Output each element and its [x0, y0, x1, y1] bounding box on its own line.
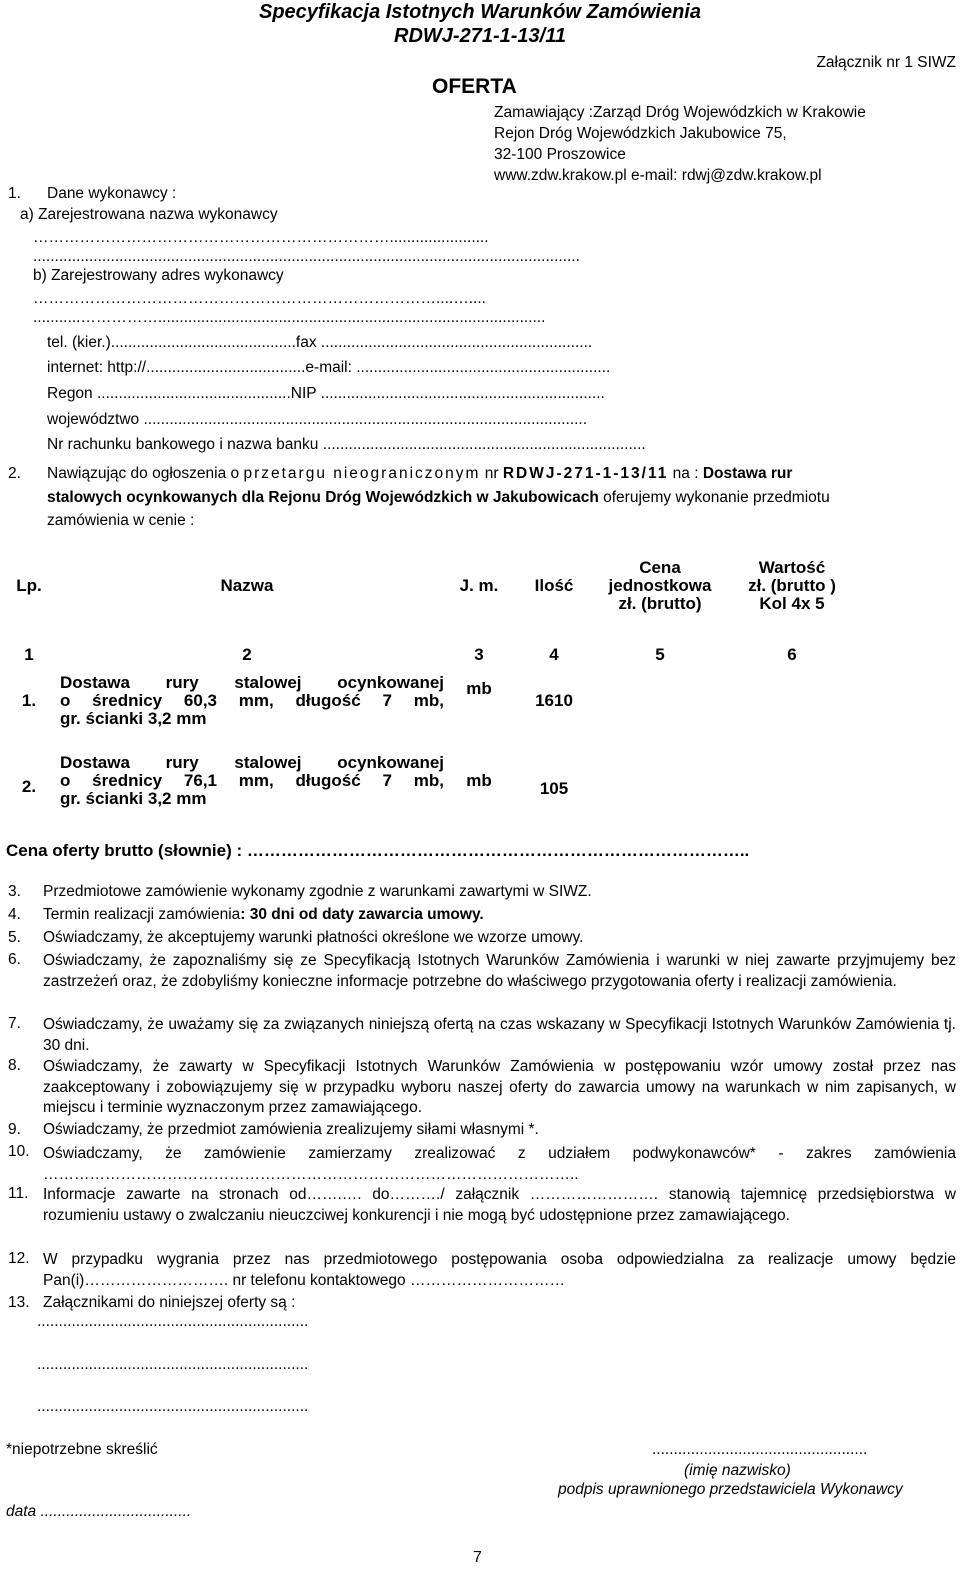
row1-name-3: gr. ścianki 3,2 mm [60, 709, 207, 728]
price-in-words[interactable]: Cena oferty brutto (słownie) : …………………………………………………………………………….. [6, 842, 750, 860]
header-value-2: zł. (brutto ) [748, 576, 836, 595]
page-number: 7 [473, 1549, 482, 1566]
item13-text: Załącznikami do niniejszej oferty są : [43, 1294, 296, 1311]
item5-num: 5. [8, 929, 21, 946]
item4-text [43, 906, 956, 924]
contractor-address-label: b) Zarejestrowany adres wykonawcy [33, 267, 284, 284]
item11-num: 11. [8, 1185, 29, 1202]
internet-email-field[interactable]: internet: http://.....................................e-mail: ........................................................... [47, 359, 611, 376]
item3-text: Przedmiotowe zamówienie wykonamy zgodnie z warunkami zawartymi w SIWZ. [43, 883, 592, 900]
signature-field[interactable]: .................................................. [652, 1441, 868, 1458]
bank-account-field[interactable]: Nr rachunku bankowego i nazwa banku ........................................................................... [47, 436, 646, 453]
row2-unit-price[interactable] [594, 746, 726, 816]
colnum-4: 4 [549, 645, 559, 664]
item13-num: 13. [8, 1294, 30, 1311]
row1-unit-price[interactable] [594, 666, 726, 736]
section2-line-1 [47, 465, 792, 483]
date-field[interactable]: data ................................... [6, 1503, 192, 1520]
item10-num: 10. [8, 1143, 30, 1160]
section2-line-3: zamówienia w cenie : [47, 512, 195, 529]
item5-text: Oświadczamy, że akceptujemy warunki płatności określone we wzorze umowy. [43, 929, 584, 946]
header-unit-price-3: zł. (brutto) [618, 594, 702, 613]
contractor-name-label: a) Zarejestrowana nazwa wykonawcy [20, 206, 278, 223]
section2-text-a: Nawiązując do ogłoszenia o [47, 465, 244, 482]
buyer-line-4: www.zdw.krakow.pl e-mail: rdwj@zdw.krakow.pl [494, 167, 822, 184]
regon-nip-field[interactable]: Regon .............................................NIP .................................................................. [47, 385, 605, 402]
row1-lp: 1. [21, 691, 37, 710]
table-row [8, 666, 858, 736]
header-value [726, 548, 858, 624]
attachment-label: Załącznik nr 1 SIWZ [816, 54, 956, 71]
row2-name-1: Dostawa rury stalowej ocynkowanej [60, 753, 444, 772]
section2-tender-type: przetargu nieograniczonym [243, 465, 481, 482]
header-value-3: Kol 4x 5 [759, 594, 825, 613]
header-qty: Ilość [534, 576, 574, 595]
attachment-field-3[interactable]: ............................................................... [37, 1398, 309, 1415]
item9-text: Oświadczamy, że przedmiot zamówienia zrealizujemy siłami własnymi *. [43, 1121, 539, 1138]
item8-text: Oświadczamy, że zawarty w Specyfikacji Istotnych Warunków Zamówienia w postępowaniu wzór umowy został przez nas zaakceptowany i zobowiązujemy się w przypadku wyboru naszej oferty do zawarcia umowy na warunkach w nim zapisanych, w miejscu i terminie wyznaczonym przez zamawiającego. [43, 1058, 956, 1116]
header-unit-price [594, 548, 726, 624]
row2-qty: 105 [539, 779, 569, 798]
colnum-5: 5 [655, 645, 665, 664]
voivodeship-field[interactable]: województwo ....................................................................................................... [47, 411, 588, 428]
item9-num: 9. [8, 1121, 21, 1138]
row2-name-3: gr. ścianki 3,2 mm [60, 789, 207, 808]
row1-unit: mb [466, 679, 492, 698]
header-unit: J. m. [459, 576, 499, 595]
contractor-name-field[interactable]: ……………………………………………………………....................... [33, 229, 489, 246]
footnote: *niepotrzebne skreślić [6, 1441, 158, 1458]
colnum-1: 1 [24, 645, 34, 664]
phone-fax-field[interactable]: tel. (kier.)...........................................fax ............................................................... [47, 334, 593, 351]
item4-text-b: : 30 dni od daty zawarcia umowy. [240, 906, 484, 923]
section2-code: RDWJ-271-1-13/11 [502, 465, 669, 482]
row1-name-2: o średnicy 60,3 mm, długość 7 mb, [60, 691, 444, 710]
item4-text-a: Termin realizacji zamówienia [43, 906, 241, 923]
header-lp: Lp. [16, 576, 42, 595]
column-number-row [8, 644, 858, 666]
row1-qty: 1610 [535, 691, 573, 710]
row1-name-1: Dostawa rury stalowej ocynkowanej [60, 673, 444, 692]
colnum-3: 3 [474, 645, 484, 664]
colnum-6: 6 [787, 645, 797, 664]
buyer-line-3: 32-100 Proszowice [494, 146, 626, 163]
buyer-line-2: Rejon Dróg Wojewódzkich Jakubowice 75, [494, 125, 787, 142]
table-header-row [8, 548, 858, 624]
spec-title: Specyfikacja Istotnych Warunków Zamówienia [259, 1, 701, 23]
colnum-2: 2 [242, 645, 252, 664]
item12-num: 12. [8, 1250, 30, 1267]
row1-value[interactable] [726, 666, 858, 736]
section2-text-e: na : [668, 465, 703, 482]
item10-text: Oświadczamy, że zamówienie zamierzamy zrealizować z udziałem podwykonawców* - zakres zamówienia ………………………………………………………………………………………….. [43, 1145, 956, 1183]
item6-num: 6. [8, 951, 21, 968]
item3-num: 3. [8, 883, 21, 900]
item12-text: W przypadku wygrania przez nas przedmiotowego postępowania osoba odpowiedzialna za realizacje umowy będzie Pan(i)………………………. nr telefonu kontaktowego ………………………… [43, 1251, 956, 1289]
row2-name [50, 746, 444, 816]
offer-title: OFERTA [432, 75, 517, 98]
section2-subject-b: stalowych ocynkowanych dla Rejonu Dróg Wojewódzkich w Jakubowicach [47, 489, 599, 506]
section2-num: 2. [8, 465, 21, 482]
header-unit-price-1: Cena [639, 558, 681, 577]
row2-name-2: o średnicy 76,1 mm, długość 7 mb, [60, 771, 444, 790]
contractor-name-field-2[interactable]: ............................................................................................................................... [33, 248, 580, 265]
signature-role-label: podpis uprawnionego przedstawiciela Wykonawcy [558, 1481, 903, 1498]
item6-text: Oświadczamy, że zapoznaliśmy się ze Specyfikacją Istotnych Warunków Zamówienia i warunki w niej zawarte przyjmujemy bez zastrzeżeń oraz, że zdobyliśmy konieczne informacje potrzebne do właściwego przygotowania oferty i realizacji zamówienia. [43, 952, 956, 990]
header-name: Nazwa [220, 576, 274, 595]
signature-name-label: (imię nazwisko) [684, 1462, 791, 1479]
buyer-line-1: Zamawiający :Zarząd Dróg Wojewódzkich w Krakowie [494, 104, 866, 121]
attachment-field-2[interactable]: ............................................................... [37, 1356, 309, 1373]
item8-num: 8. [8, 1057, 21, 1074]
offer-table [8, 548, 858, 816]
section1-title: Dane wykonawcy : [47, 185, 177, 202]
contractor-address-field[interactable]: ……………………………………………………………………....….... [33, 290, 486, 307]
item4-num: 4. [8, 906, 21, 923]
table-row [8, 746, 858, 816]
item7-text: Oświadczamy, że uważamy się za związanych niniejszą ofertą na czas wskazany w Specyfikacji Istotnych Warunków Zamówienia tj. 30 dni. [43, 1016, 956, 1054]
section2-text-f: oferujemy wykonanie przedmiotu [598, 489, 830, 506]
section2-subject-a: Dostawa rur [702, 465, 793, 482]
section2-text-c: nr [480, 465, 503, 482]
contractor-address-field-2[interactable]: ...........…………….......................................................................................... [33, 309, 546, 326]
item7-num: 7. [8, 1015, 21, 1032]
row2-value[interactable] [726, 746, 858, 816]
section2-line-2 [47, 489, 830, 507]
item11-text: Informacje zawarte na stronach od…….…. do………./ załącznik ……………………. stanowią tajemnicę przedsiębiorstwa w rozumieniu ustawy o zwalczaniu nieuczciwej konkurencji i nie mogą być udostępnione przez zamawiającego. [43, 1186, 956, 1224]
row2-lp: 2. [21, 777, 37, 796]
spec-code: RDWJ-271-1-13/11 [394, 25, 566, 47]
attachment-field-1[interactable]: ............................................................... [37, 1313, 309, 1330]
header-unit-price-2: jednostkowa [608, 576, 712, 595]
header-value-1: Wartość [758, 558, 826, 577]
row2-unit: mb [466, 771, 492, 790]
row1-name [50, 666, 444, 736]
section1-num: 1. [8, 185, 21, 202]
